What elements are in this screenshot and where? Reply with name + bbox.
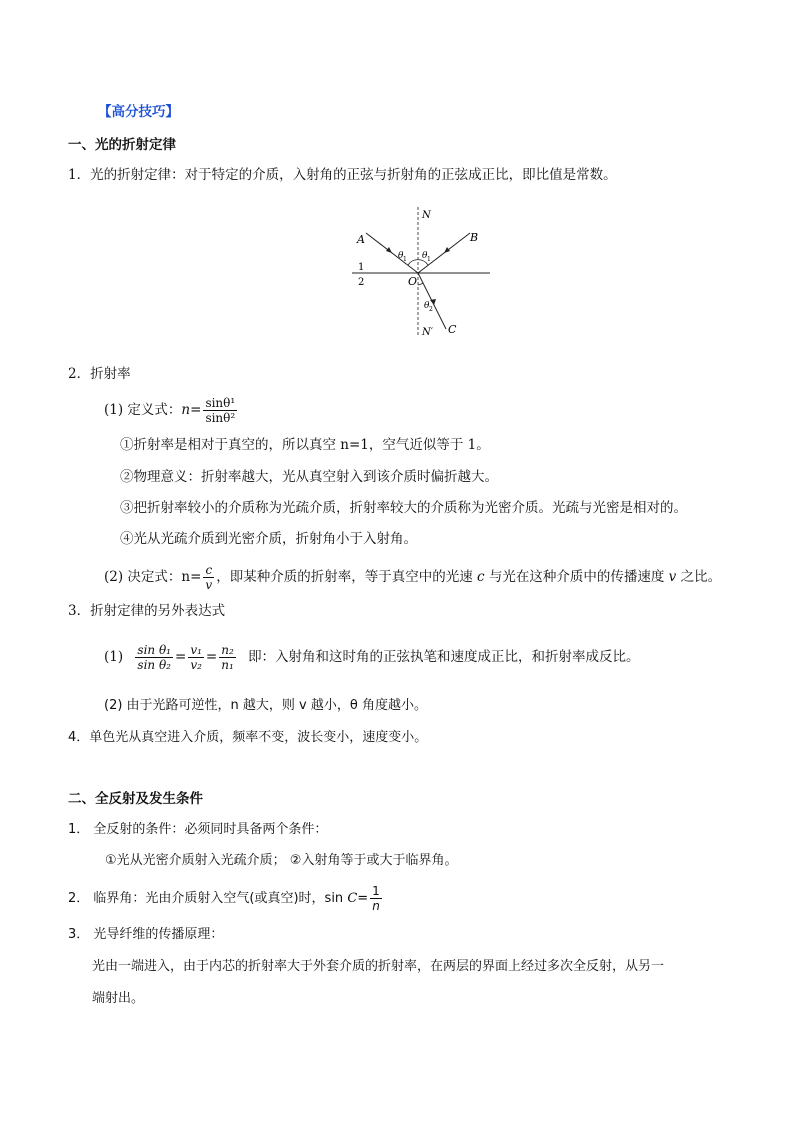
fraction-numerator: sin θ₁ — [137, 643, 171, 657]
velocity-ratio — [188, 643, 204, 672]
index-ratio — [219, 643, 236, 672]
alt-formula-text: 即：入射角和这时角的正弦执笔和速度成正比，和折射率成反比。 — [248, 649, 640, 665]
label-theta1-left: θ — [398, 251, 404, 261]
sine-ratio — [135, 643, 173, 672]
reversibility-note: (2) 由于光路可逆性，n 越大，则 v 越小，θ 角度越小。 — [104, 698, 427, 713]
optical-fiber-text-1: 光由一端进入，由于内芯的折射率大于外套介质的折射率，在两层的界面上经过多次全反射，从另一 — [92, 959, 665, 974]
section-tag: 【高分技巧】 — [98, 104, 179, 120]
item-alt-expression: 3．折射定律的另外表达式 — [68, 603, 226, 619]
heading-refraction-law: 一、光的折射定律 — [68, 137, 176, 153]
fraction-denominator: sin θ₂ — [137, 658, 171, 672]
alt-formula-prefix: (1) — [104, 649, 124, 665]
item-refraction-law: 1．光的折射定律：对于特定的介质，入射角的正弦与折射角的正弦成正比，即比值是常数。 — [68, 167, 617, 183]
fraction-numerator: sinθ¹ — [205, 396, 236, 410]
label-n-prime: N′ — [422, 327, 434, 338]
definition-fraction — [203, 396, 237, 425]
fraction-numerator: v₁ — [190, 643, 202, 657]
arrow-icon — [386, 247, 392, 253]
critical-angle-fraction — [370, 884, 382, 913]
note-2: ②物理意义：折射率越大，光从真空射入到该介质时偏折越大。 — [120, 469, 498, 485]
symbol-c: c — [477, 569, 485, 585]
fraction-numerator: c — [205, 563, 213, 577]
optical-fiber-text-2: 端射出。 — [92, 991, 145, 1006]
label-sub1-left: 1 — [403, 256, 407, 263]
optical-fiber-title: 3． 光导纤维的传播原理： — [68, 927, 224, 942]
critical-angle — [68, 882, 384, 916]
determining-text-b: 与光在这种介质中的传播速度 — [484, 569, 669, 585]
determining-prefix: (2) 决定式：n= — [104, 569, 202, 585]
note-3: ③把折射率较小的介质称为光疏介质，折射率较大的介质称为光密介质。光疏与光密是相对的。 — [120, 500, 687, 516]
determining-text-c: 之比。 — [676, 569, 722, 585]
equals-sign: = — [175, 649, 187, 665]
total-reflection-condition: 1． 全反射的条件：必须同时具备两个条件： — [68, 822, 328, 837]
refraction-diagram — [340, 203, 505, 343]
determining-formula — [104, 562, 721, 592]
fraction-denominator: sinθ² — [205, 411, 236, 425]
equals-sign: = — [205, 649, 218, 665]
label-theta2: θ — [424, 301, 430, 311]
heading-total-reflection: 二、全反射及发生条件 — [68, 791, 203, 807]
definition-n: n= — [181, 402, 202, 418]
fraction-denominator: n₁ — [221, 658, 234, 672]
determining-text-a: ，即某种介质的折射率，等于真空中的光速 — [216, 569, 477, 585]
label-o: O — [408, 275, 418, 288]
label-n: N — [422, 210, 431, 221]
fraction-numerator: 1 — [372, 884, 380, 898]
label-theta1-right: θ — [422, 251, 428, 261]
arrow-icon — [444, 247, 450, 253]
fraction-denominator: v₂ — [190, 658, 202, 672]
label-a: A — [357, 233, 365, 246]
equals-sign: = — [357, 891, 369, 906]
item-monochromatic: 4．单色光从真空进入介质，频率不变，波长变小，速度变小。 — [68, 730, 428, 745]
fraction-denominator: v — [205, 578, 213, 592]
label-medium-1: 1 — [358, 262, 365, 273]
alt-formula — [104, 640, 640, 674]
definition-prefix: (1) 定义式： — [104, 402, 182, 418]
angle-arc — [418, 283, 423, 285]
item-refractive-index: 2．折射率 — [68, 366, 131, 382]
determining-fraction — [203, 563, 214, 592]
label-b: B — [470, 231, 479, 244]
note-4: ④光从光疏介质到光密介质，折射角小于入射角。 — [120, 531, 417, 547]
symbol-c-angle: C — [347, 891, 358, 906]
critical-angle-prefix: 2． 临界角：光由介质射入空气(或真空)时，sin — [68, 891, 348, 906]
definition-formula — [104, 395, 239, 425]
label-medium-2: 2 — [358, 277, 365, 288]
note-1: ①折射率是相对于真空的，所以真空 n=1，空气近似等于 1。 — [120, 437, 490, 453]
label-sub2: 2 — [429, 306, 433, 313]
fraction-denominator: n — [372, 899, 380, 913]
fraction-numerator: n₂ — [221, 643, 234, 657]
label-c: C — [448, 323, 457, 336]
symbol-v: v — [668, 569, 677, 585]
label-sub1-right: 1 — [427, 256, 431, 263]
total-reflection-conditions-list: ①光从光密介质射入光疏介质； ②入射角等于或大于临界角。 — [105, 853, 458, 868]
